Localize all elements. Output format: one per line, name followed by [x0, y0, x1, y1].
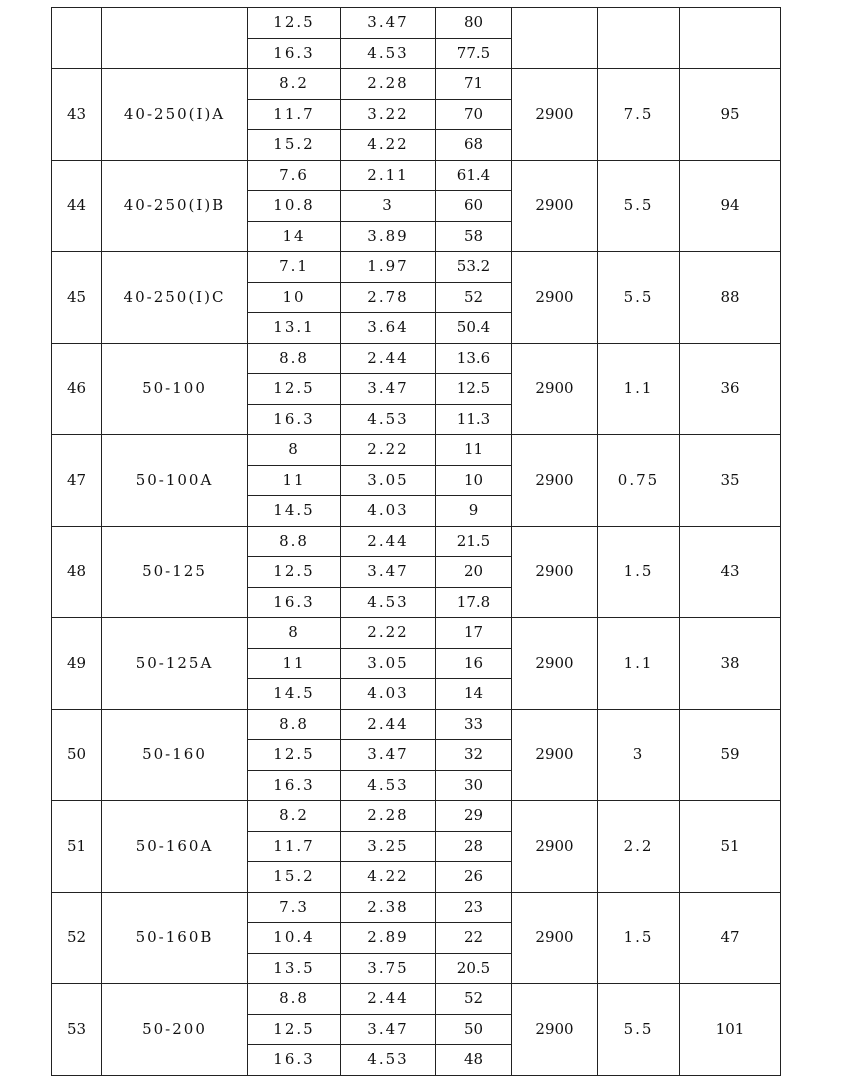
- cell-flow-ls: 4.53: [341, 404, 436, 435]
- cell-flow-ls: 3.64: [341, 313, 436, 344]
- cell-power: 5.5: [598, 252, 680, 344]
- cell-model-continued: [102, 8, 248, 69]
- cell-flow: 16.3: [248, 38, 341, 69]
- cell-power: 1.5: [598, 892, 680, 984]
- cell-flow: 11: [248, 465, 341, 496]
- cell-no-continued: [52, 8, 102, 69]
- cell-speed: 2900: [512, 160, 598, 252]
- cell-power: 1.1: [598, 618, 680, 710]
- cell-head: 23: [436, 892, 512, 923]
- cell-head: 60: [436, 191, 512, 222]
- cell-model: 50-125: [102, 526, 248, 618]
- cell-model: 40-250(I)A: [102, 69, 248, 161]
- cell-weight: 88: [680, 252, 781, 344]
- cell-no: 44: [52, 160, 102, 252]
- cell-flow: 8: [248, 618, 341, 649]
- cell-no: 52: [52, 892, 102, 984]
- cell-flow: 7.6: [248, 160, 341, 191]
- cell-no: 51: [52, 801, 102, 893]
- cell-model: 50-160A: [102, 801, 248, 893]
- cell-weight: 51: [680, 801, 781, 893]
- cell-flow-ls: 3.75: [341, 953, 436, 984]
- cell-model: 50-100: [102, 343, 248, 435]
- cell-flow-ls: 2.44: [341, 709, 436, 740]
- cell-weight: 38: [680, 618, 781, 710]
- cell-model: 50-125A: [102, 618, 248, 710]
- cell-head: 20: [436, 557, 512, 588]
- cell-model: 50-100A: [102, 435, 248, 527]
- cell-weight: 95: [680, 69, 781, 161]
- cell-head: 12.5: [436, 374, 512, 405]
- cell-no: 50: [52, 709, 102, 801]
- cell-flow: 11.7: [248, 831, 341, 862]
- cell-flow: 14.5: [248, 496, 341, 527]
- cell-flow-ls: 4.03: [341, 496, 436, 527]
- cell-weight: 101: [680, 984, 781, 1076]
- cell-flow: 8.8: [248, 343, 341, 374]
- cell-head: 52: [436, 984, 512, 1015]
- table-row: [52, 526, 781, 557]
- cell-flow-ls: 2.78: [341, 282, 436, 313]
- cell-speed-continued: [512, 8, 598, 69]
- cell-flow-ls: 4.53: [341, 770, 436, 801]
- cell-no: 43: [52, 69, 102, 161]
- cell-flow-ls: 4.53: [341, 587, 436, 618]
- cell-power: 1.1: [598, 343, 680, 435]
- cell-head: 13.6: [436, 343, 512, 374]
- cell-flow: 15.2: [248, 862, 341, 893]
- cell-flow: 10: [248, 282, 341, 313]
- cell-speed: 2900: [512, 343, 598, 435]
- cell-model: 50-160: [102, 709, 248, 801]
- pump-spec-table: [51, 7, 781, 1076]
- cell-speed: 2900: [512, 435, 598, 527]
- cell-flow: 11: [248, 648, 341, 679]
- cell-head: 29: [436, 801, 512, 832]
- cell-flow-ls: 3.47: [341, 374, 436, 405]
- cell-flow-ls: 4.22: [341, 862, 436, 893]
- cell-flow: 8.8: [248, 526, 341, 557]
- cell-head: 33: [436, 709, 512, 740]
- cell-flow-ls: 4.03: [341, 679, 436, 710]
- cell-speed: 2900: [512, 618, 598, 710]
- cell-head: 68: [436, 130, 512, 161]
- cell-head: 61.4: [436, 160, 512, 191]
- cell-flow-ls: 3.47: [341, 557, 436, 588]
- cell-flow-ls: 4.53: [341, 1045, 436, 1076]
- cell-flow: 15.2: [248, 130, 341, 161]
- cell-flow-ls: 2.28: [341, 801, 436, 832]
- cell-power: 2.2: [598, 801, 680, 893]
- cell-speed: 2900: [512, 984, 598, 1076]
- cell-weight: 94: [680, 160, 781, 252]
- cell-model: 50-160B: [102, 892, 248, 984]
- cell-no: 53: [52, 984, 102, 1076]
- cell-no: 49: [52, 618, 102, 710]
- cell-flow-ls: 3.47: [341, 1014, 436, 1045]
- cell-flow: 11.7: [248, 99, 341, 130]
- cell-flow: 7.1: [248, 252, 341, 283]
- cell-flow-ls: 2.11: [341, 160, 436, 191]
- cell-model: 40-250(I)C: [102, 252, 248, 344]
- cell-head: 17.8: [436, 587, 512, 618]
- cell-flow-ls: 3.47: [341, 740, 436, 771]
- cell-weight: 35: [680, 435, 781, 527]
- cell-flow-ls: 2.22: [341, 618, 436, 649]
- cell-flow: 7.3: [248, 892, 341, 923]
- cell-flow: 12.5: [248, 1014, 341, 1045]
- cell-model: 50-200: [102, 984, 248, 1076]
- cell-flow: 12.5: [248, 8, 341, 39]
- cell-weight-continued: [680, 8, 781, 69]
- cell-flow: 8.8: [248, 984, 341, 1015]
- cell-speed: 2900: [512, 69, 598, 161]
- cell-weight: 43: [680, 526, 781, 618]
- cell-head: 30: [436, 770, 512, 801]
- cell-flow-ls: 3: [341, 191, 436, 222]
- table-row: [52, 801, 781, 832]
- table-row: [52, 618, 781, 649]
- cell-flow-ls: 4.22: [341, 130, 436, 161]
- cell-flow-ls: 3.05: [341, 648, 436, 679]
- cell-head: 26: [436, 862, 512, 893]
- cell-flow: 14.5: [248, 679, 341, 710]
- cell-flow-ls: 4.53: [341, 38, 436, 69]
- cell-flow: 12.5: [248, 374, 341, 405]
- cell-head: 71: [436, 69, 512, 100]
- cell-flow-ls: 2.22: [341, 435, 436, 466]
- cell-flow: 8.2: [248, 69, 341, 100]
- cell-flow: 10.8: [248, 191, 341, 222]
- cell-power: 5.5: [598, 984, 680, 1076]
- cell-no: 46: [52, 343, 102, 435]
- cell-flow-ls: 3.47: [341, 8, 436, 39]
- cell-head: 17: [436, 618, 512, 649]
- cell-flow-ls: 2.44: [341, 526, 436, 557]
- cell-flow: 8.2: [248, 801, 341, 832]
- cell-weight: 47: [680, 892, 781, 984]
- table-row: [52, 892, 781, 923]
- table-row: [52, 160, 781, 191]
- cell-flow-ls: 3.25: [341, 831, 436, 862]
- cell-flow-ls: 2.44: [341, 343, 436, 374]
- cell-flow: 8: [248, 435, 341, 466]
- cell-flow: 16.3: [248, 1045, 341, 1076]
- cell-weight: 36: [680, 343, 781, 435]
- cell-head: 77.5: [436, 38, 512, 69]
- cell-flow: 12.5: [248, 740, 341, 771]
- cell-speed: 2900: [512, 709, 598, 801]
- cell-power: 7.5: [598, 69, 680, 161]
- cell-flow: 16.3: [248, 770, 341, 801]
- cell-head: 48: [436, 1045, 512, 1076]
- cell-flow: 8.8: [248, 709, 341, 740]
- table-body: [52, 8, 781, 1076]
- cell-power: 3: [598, 709, 680, 801]
- cell-head: 11: [436, 435, 512, 466]
- cell-model: 40-250(I)B: [102, 160, 248, 252]
- cell-power: 5.5: [598, 160, 680, 252]
- cell-speed: 2900: [512, 801, 598, 893]
- cell-head: 9: [436, 496, 512, 527]
- cell-head: 10: [436, 465, 512, 496]
- cell-flow: 16.3: [248, 404, 341, 435]
- cell-head: 20.5: [436, 953, 512, 984]
- cell-head: 22: [436, 923, 512, 954]
- table-row: [52, 435, 781, 466]
- cell-power: 1.5: [598, 526, 680, 618]
- cell-head: 80: [436, 8, 512, 39]
- cell-head: 53.2: [436, 252, 512, 283]
- table-row: [52, 69, 781, 100]
- cell-flow-ls: 1.97: [341, 252, 436, 283]
- table-row: [52, 8, 781, 39]
- cell-flow: 10.4: [248, 923, 341, 954]
- cell-flow-ls: 2.89: [341, 923, 436, 954]
- cell-speed: 2900: [512, 252, 598, 344]
- cell-power: 0.75: [598, 435, 680, 527]
- cell-flow-ls: 3.22: [341, 99, 436, 130]
- cell-head: 52: [436, 282, 512, 313]
- cell-head: 70: [436, 99, 512, 130]
- cell-head: 21.5: [436, 526, 512, 557]
- cell-head: 14: [436, 679, 512, 710]
- table-row: [52, 343, 781, 374]
- cell-flow-ls: 2.44: [341, 984, 436, 1015]
- cell-head: 28: [436, 831, 512, 862]
- cell-power-continued: [598, 8, 680, 69]
- cell-no: 45: [52, 252, 102, 344]
- cell-flow: 16.3: [248, 587, 341, 618]
- cell-head: 16: [436, 648, 512, 679]
- cell-flow: 13.1: [248, 313, 341, 344]
- cell-head: 58: [436, 221, 512, 252]
- cell-flow-ls: 2.28: [341, 69, 436, 100]
- cell-flow-ls: 3.89: [341, 221, 436, 252]
- cell-no: 47: [52, 435, 102, 527]
- cell-flow-ls: 3.05: [341, 465, 436, 496]
- cell-speed: 2900: [512, 892, 598, 984]
- table-row: [52, 984, 781, 1015]
- cell-speed: 2900: [512, 526, 598, 618]
- cell-flow-ls: 2.38: [341, 892, 436, 923]
- cell-head: 50.4: [436, 313, 512, 344]
- cell-head: 11.3: [436, 404, 512, 435]
- cell-head: 32: [436, 740, 512, 771]
- cell-flow: 14: [248, 221, 341, 252]
- table-row: [52, 709, 781, 740]
- cell-head: 50: [436, 1014, 512, 1045]
- cell-weight: 59: [680, 709, 781, 801]
- cell-no: 48: [52, 526, 102, 618]
- cell-flow: 12.5: [248, 557, 341, 588]
- table-row: [52, 252, 781, 283]
- cell-flow: 13.5: [248, 953, 341, 984]
